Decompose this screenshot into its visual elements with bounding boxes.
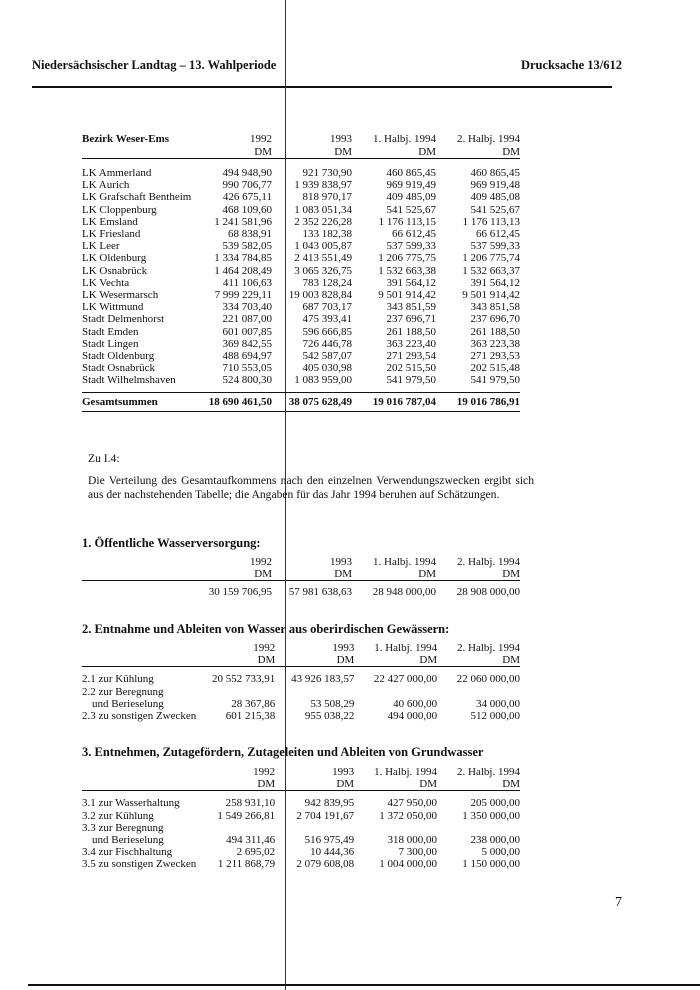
value-h1-1994: 427 950,00 bbox=[387, 797, 438, 810]
unit-label: DM bbox=[354, 778, 437, 791]
value-1992 bbox=[196, 686, 275, 698]
table-row bbox=[82, 698, 520, 710]
value-h2-1994: 202 515,48 bbox=[470, 362, 520, 375]
table-row bbox=[82, 350, 520, 362]
value-h1-1994: 28 948 000,00 bbox=[372, 586, 436, 599]
intro-paragraph: Die Verteilung des Gesamtaufkommens nach den einzelnen Verwendungszwecken ergibt sich aus der nachstehenden Tabelle; die Angaben für das Jahr 1994 beruhen auf Schätzungen. bbox=[88, 474, 534, 501]
row-label: Stadt Osnabrück bbox=[82, 362, 156, 375]
value-h1-1994: 318 000,00 bbox=[387, 834, 438, 847]
col-header-1992: 1992 bbox=[250, 133, 272, 145]
section-3-table bbox=[82, 766, 520, 871]
unit-label: DM bbox=[436, 568, 520, 581]
header-rule bbox=[32, 86, 612, 88]
unit-label: DM bbox=[192, 146, 272, 159]
value-1993: 1 043 005,87 bbox=[294, 240, 352, 253]
value-h1-1994: 1 372 050,00 bbox=[379, 809, 438, 822]
value-1992: 601 007,85 bbox=[222, 325, 272, 338]
value-h2-1994: 391 564,12 bbox=[470, 276, 520, 289]
value-1992: 20 552 733,91 bbox=[212, 673, 276, 686]
value-h2-1994: 205 000,00 bbox=[470, 797, 520, 810]
table-row bbox=[82, 191, 520, 203]
value-1993: 10 444,36 bbox=[310, 846, 355, 859]
value-1992: 468 109,60 bbox=[222, 203, 272, 216]
value-1992: 601 215,38 bbox=[225, 710, 276, 723]
row-label: 3.4 zur Fischhaltung bbox=[82, 846, 173, 859]
value-1993: 516 975,49 bbox=[304, 834, 355, 847]
row-label: 3.5 zu sonstigen Zwecken bbox=[82, 858, 197, 871]
value-1993: 955 038,22 bbox=[304, 710, 355, 723]
row-label: LK Friesland bbox=[82, 228, 141, 241]
row-label: LK Emsland bbox=[82, 215, 138, 228]
value-h1-1994: 40 600,00 bbox=[393, 697, 438, 710]
value-h2-1994: 409 485,08 bbox=[470, 191, 520, 204]
col-header-h1-1994: 1. Halbj. 1994 bbox=[374, 766, 438, 778]
value-h2-1994: 541 979,50 bbox=[470, 374, 520, 387]
value-h1-1994: 343 851,59 bbox=[386, 301, 436, 314]
value-1992: 30 159 706,95 bbox=[208, 586, 272, 599]
value-1992: 710 553,05 bbox=[222, 362, 272, 375]
value-1992: 258 931,10 bbox=[225, 797, 276, 810]
value-h2-1994: 261 188,50 bbox=[470, 325, 520, 338]
value-1993: 818 970,17 bbox=[302, 191, 352, 204]
value-1992: 221 087,00 bbox=[222, 313, 272, 326]
row-label: 3.1 zur Wasserhaltung bbox=[82, 797, 180, 810]
row-label: Stadt Emden bbox=[82, 325, 139, 338]
table-row bbox=[82, 710, 520, 722]
col-header-1993: 1993 bbox=[332, 642, 355, 654]
unit-label: DM bbox=[437, 654, 520, 667]
value-1992: 990 706,77 bbox=[222, 179, 272, 192]
section-3-title: 3. Entnehmen, Zutagefördern, Zutageleiten und Ableiten von Grundwasser bbox=[82, 745, 484, 759]
value-h2-1994: 1 176 113,13 bbox=[462, 215, 520, 228]
value-1992: 1 464 208,49 bbox=[214, 264, 272, 277]
unit-label: DM bbox=[275, 654, 354, 667]
unit-label: DM bbox=[272, 146, 352, 159]
row-label: Stadt Wilhelmshaven bbox=[82, 374, 176, 387]
total-value-1992: 18 690 461,50 bbox=[192, 392, 272, 411]
value-h2-1994: 1 350 000,00 bbox=[462, 809, 520, 822]
table-row bbox=[82, 326, 520, 338]
col-header-h1-1994: 1. Halbj. 1994 bbox=[374, 642, 438, 654]
section-2-table bbox=[82, 642, 520, 722]
value-1993: 542 587,07 bbox=[302, 350, 352, 363]
table-row bbox=[82, 846, 520, 858]
value-h1-1994: 9 501 914,42 bbox=[378, 289, 436, 302]
value-1992: 411 106,63 bbox=[222, 276, 272, 289]
col-header-h2-1994: 2. Halbj. 1994 bbox=[457, 642, 520, 654]
value-1993: 2 413 551,49 bbox=[294, 252, 352, 265]
value-h1-1994: 494 000,00 bbox=[387, 710, 438, 723]
value-h2-1994: 66 612,45 bbox=[476, 228, 520, 241]
value-h1-1994: 202 515,50 bbox=[386, 362, 436, 375]
value-1992: 494 948,90 bbox=[222, 167, 272, 179]
unit-label: DM bbox=[352, 568, 436, 581]
value-h1-1994: 1 004 000,00 bbox=[379, 858, 438, 871]
value-h2-1994: 28 908 000,00 bbox=[456, 586, 520, 599]
value-1993: 1 083 051,34 bbox=[294, 203, 352, 216]
value-h2-1994: 1 206 775,74 bbox=[462, 252, 520, 265]
value-h2-1994: 9 501 914,42 bbox=[462, 289, 520, 302]
value-h1-1994: 1 176 113,15 bbox=[378, 215, 436, 228]
col-header-h2-1994: 2. Halbj. 1994 bbox=[457, 766, 520, 778]
table-row bbox=[82, 313, 520, 325]
unit-label: DM bbox=[354, 654, 437, 667]
row-label: LK Wesermarsch bbox=[82, 289, 159, 302]
value-h2-1994 bbox=[437, 822, 520, 834]
row-label: Stadt Lingen bbox=[82, 337, 139, 350]
col-header-1993: 1993 bbox=[332, 766, 355, 778]
footer-rule bbox=[28, 984, 700, 986]
unit-label: DM bbox=[272, 568, 352, 581]
value-1993: 783 128,24 bbox=[302, 276, 352, 289]
value-h2-1994: 34 000,00 bbox=[476, 697, 520, 710]
table-row bbox=[82, 822, 520, 834]
row-label: LK Aurich bbox=[82, 179, 130, 192]
row-label: LK Osnabrück bbox=[82, 264, 148, 277]
value-1993: 53 508,29 bbox=[310, 697, 355, 710]
col-header-h2-1994: 2. Halbj. 1994 bbox=[457, 556, 520, 568]
total-row bbox=[82, 392, 520, 411]
value-h1-1994: 261 188,50 bbox=[386, 325, 436, 338]
value-h1-1994: 7 300,00 bbox=[398, 846, 438, 859]
col-header-1992: 1992 bbox=[253, 642, 276, 654]
section-1-title: 1. Öffentliche Wasserversorgung: bbox=[82, 536, 261, 550]
value-h1-1994 bbox=[354, 686, 437, 698]
header-title: Niedersächsischer Landtag – 13. Wahlperiode bbox=[32, 58, 277, 72]
value-1992: 1 334 784,85 bbox=[214, 252, 272, 265]
table-row bbox=[82, 240, 520, 252]
total-label: Gesamtsummen bbox=[82, 392, 192, 411]
value-1993: 19 003 828,84 bbox=[288, 289, 352, 302]
unit-label: DM bbox=[436, 146, 520, 159]
value-1992 bbox=[196, 822, 275, 834]
col-header-h1-1994: 1. Halbj. 1994 bbox=[373, 556, 436, 568]
table-row bbox=[82, 797, 520, 809]
value-h1-1994: 409 485,09 bbox=[386, 191, 436, 204]
table-row bbox=[82, 686, 520, 698]
table-row bbox=[82, 858, 520, 870]
unit-label: DM bbox=[196, 654, 275, 667]
value-1992: 1 211 868,79 bbox=[217, 858, 276, 871]
table-row bbox=[82, 204, 520, 216]
value-1993: 43 926 183,57 bbox=[291, 673, 355, 686]
row-label: und Berieselung bbox=[92, 697, 164, 710]
value-h2-1994: 1 150 000,00 bbox=[462, 858, 520, 871]
section-ref: Zu I.4: bbox=[88, 452, 120, 465]
value-1993 bbox=[275, 686, 354, 698]
page-number: 7 bbox=[615, 895, 622, 910]
value-1993: 57 981 638,63 bbox=[288, 586, 352, 599]
unit-label: DM bbox=[192, 568, 272, 581]
value-1992: 68 838,91 bbox=[228, 228, 272, 241]
table-row bbox=[82, 167, 520, 179]
value-1993: 596 666,85 bbox=[302, 325, 352, 338]
value-h1-1994: 22 427 000,00 bbox=[373, 673, 438, 686]
row-label: LK Cloppenburg bbox=[82, 203, 157, 216]
value-1992: 2 695,02 bbox=[236, 846, 276, 859]
col-header-1992: 1992 bbox=[250, 556, 272, 568]
value-h1-1994: 391 564,12 bbox=[386, 276, 436, 289]
bezirk-title: Bezirk Weser-Ems bbox=[82, 133, 170, 145]
row-label: LK Wittmund bbox=[82, 301, 144, 314]
value-h1-1994: 460 865,45 bbox=[386, 167, 436, 179]
value-h1-1994: 1 532 663,38 bbox=[378, 264, 436, 277]
total-value-h2-1994: 19 016 786,91 bbox=[436, 392, 520, 411]
table-row bbox=[82, 834, 520, 846]
table-row bbox=[82, 586, 520, 598]
row-label: Stadt Delmenhorst bbox=[82, 313, 165, 326]
row-label: LK Vechta bbox=[82, 276, 130, 289]
col-header-1992: 1992 bbox=[253, 766, 276, 778]
section-1-table bbox=[82, 556, 520, 599]
table-row bbox=[82, 265, 520, 277]
unit-label: DM bbox=[437, 778, 520, 791]
value-h1-1994: 271 293,54 bbox=[386, 350, 436, 363]
value-h2-1994: 363 223,38 bbox=[470, 337, 520, 350]
value-h2-1994: 5 000,00 bbox=[481, 846, 520, 859]
table-row bbox=[82, 810, 520, 822]
table-row bbox=[82, 289, 520, 301]
row-label: LK Leer bbox=[82, 240, 120, 253]
table-row bbox=[82, 179, 520, 191]
value-1993: 726 446,78 bbox=[302, 337, 352, 350]
value-h2-1994: 460 865,45 bbox=[470, 167, 520, 179]
value-1992: 539 582,05 bbox=[222, 240, 272, 253]
document-number: Drucksache 13/612 bbox=[520, 58, 622, 72]
value-h2-1994: 22 060 000,00 bbox=[456, 673, 520, 686]
unit-label: DM bbox=[196, 778, 275, 791]
total-value-h1-1994: 19 016 787,04 bbox=[352, 392, 436, 411]
value-1993: 2 704 191,67 bbox=[296, 809, 355, 822]
value-h2-1994: 271 293,53 bbox=[470, 350, 520, 363]
table-row bbox=[82, 374, 520, 386]
col-header-h2-1994: 2. Halbj. 1994 bbox=[457, 133, 520, 145]
table-row bbox=[82, 228, 520, 240]
value-h2-1994: 969 919,48 bbox=[470, 179, 520, 192]
value-1992: 369 842,55 bbox=[222, 337, 272, 350]
value-h2-1994 bbox=[437, 686, 520, 698]
value-1992: 334 703,40 bbox=[222, 301, 272, 314]
row-label: 2.1 zur Kühlung bbox=[82, 673, 154, 686]
value-1993: 1 083 959,00 bbox=[294, 374, 352, 387]
value-1992: 1 241 581,96 bbox=[214, 215, 272, 228]
table-row bbox=[82, 277, 520, 289]
value-1992: 7 999 229,11 bbox=[214, 289, 272, 302]
col-header-1993: 1993 bbox=[330, 133, 352, 145]
row-label: 3.3 zur Beregnung bbox=[82, 821, 164, 834]
value-1993: 475 393,41 bbox=[302, 313, 352, 326]
table-row bbox=[82, 362, 520, 374]
value-1993: 1 939 838,97 bbox=[294, 179, 352, 192]
row-label: und Berieselung bbox=[92, 834, 164, 847]
value-h1-1994: 363 223,40 bbox=[386, 337, 436, 350]
value-1992: 426 675,11 bbox=[222, 191, 272, 204]
value-h2-1994: 541 525,67 bbox=[470, 203, 520, 216]
row-label: LK Oldenburg bbox=[82, 252, 147, 265]
value-1993: 133 182,38 bbox=[302, 228, 352, 241]
value-h1-1994: 237 696,71 bbox=[386, 313, 436, 326]
value-h2-1994: 343 851,58 bbox=[470, 301, 520, 314]
value-1992: 28 367,86 bbox=[231, 697, 276, 710]
value-h2-1994: 512 000,00 bbox=[470, 710, 520, 723]
value-h1-1994 bbox=[354, 822, 437, 834]
value-1992: 524 800,30 bbox=[222, 374, 272, 387]
row-label: LK Grafschaft Bentheim bbox=[82, 191, 192, 204]
value-h2-1994: 537 599,33 bbox=[470, 240, 520, 253]
value-h2-1994: 238 000,00 bbox=[470, 834, 520, 847]
value-1993: 405 030,98 bbox=[302, 362, 352, 375]
col-header-1993: 1993 bbox=[330, 556, 352, 568]
unit-label: DM bbox=[352, 146, 436, 159]
value-h1-1994: 541 525,67 bbox=[386, 203, 436, 216]
value-h1-1994: 1 206 775,75 bbox=[378, 252, 436, 265]
unit-label: DM bbox=[275, 778, 354, 791]
value-h1-1994: 66 612,45 bbox=[392, 228, 436, 241]
value-h1-1994: 969 919,49 bbox=[386, 179, 436, 192]
value-1993: 921 730,90 bbox=[302, 167, 352, 179]
bezirk-table bbox=[82, 133, 520, 412]
row-label: 3.2 zur Kühlung bbox=[82, 809, 154, 822]
col-header-h1-1994: 1. Halbj. 1994 bbox=[373, 133, 436, 145]
table-row bbox=[82, 673, 520, 685]
value-1993: 3 065 326,75 bbox=[294, 264, 352, 277]
value-1993: 687 703,17 bbox=[302, 301, 352, 314]
total-value-1993: 38 075 628,49 bbox=[272, 392, 352, 411]
value-h1-1994: 537 599,33 bbox=[386, 240, 436, 253]
row-label: 2.3 zu sonstigen Zwecken bbox=[82, 710, 197, 723]
value-h2-1994: 1 532 663,37 bbox=[462, 264, 520, 277]
value-1993: 2 079 608,08 bbox=[296, 858, 355, 871]
value-1992: 1 549 266,81 bbox=[217, 809, 276, 822]
table-row bbox=[82, 338, 520, 350]
row-label: Stadt Oldenburg bbox=[82, 350, 155, 363]
table-row bbox=[82, 252, 520, 264]
value-1992: 488 694,97 bbox=[222, 350, 272, 363]
value-1993: 2 352 226,28 bbox=[294, 215, 352, 228]
value-h1-1994: 541 979,50 bbox=[386, 374, 436, 387]
row-label: LK Ammerland bbox=[82, 167, 152, 179]
section-2-title: 2. Entnahme und Ableiten von Wasser aus oberirdischen Gewässern: bbox=[82, 622, 450, 636]
row-label: 2.2 zur Beregnung bbox=[82, 685, 164, 698]
value-1993 bbox=[275, 822, 354, 834]
value-1992: 494 311,46 bbox=[226, 834, 276, 847]
value-h2-1994: 237 696,70 bbox=[470, 313, 520, 326]
table-row bbox=[82, 216, 520, 228]
value-1993: 942 839,95 bbox=[304, 797, 355, 810]
table-row bbox=[82, 301, 520, 313]
